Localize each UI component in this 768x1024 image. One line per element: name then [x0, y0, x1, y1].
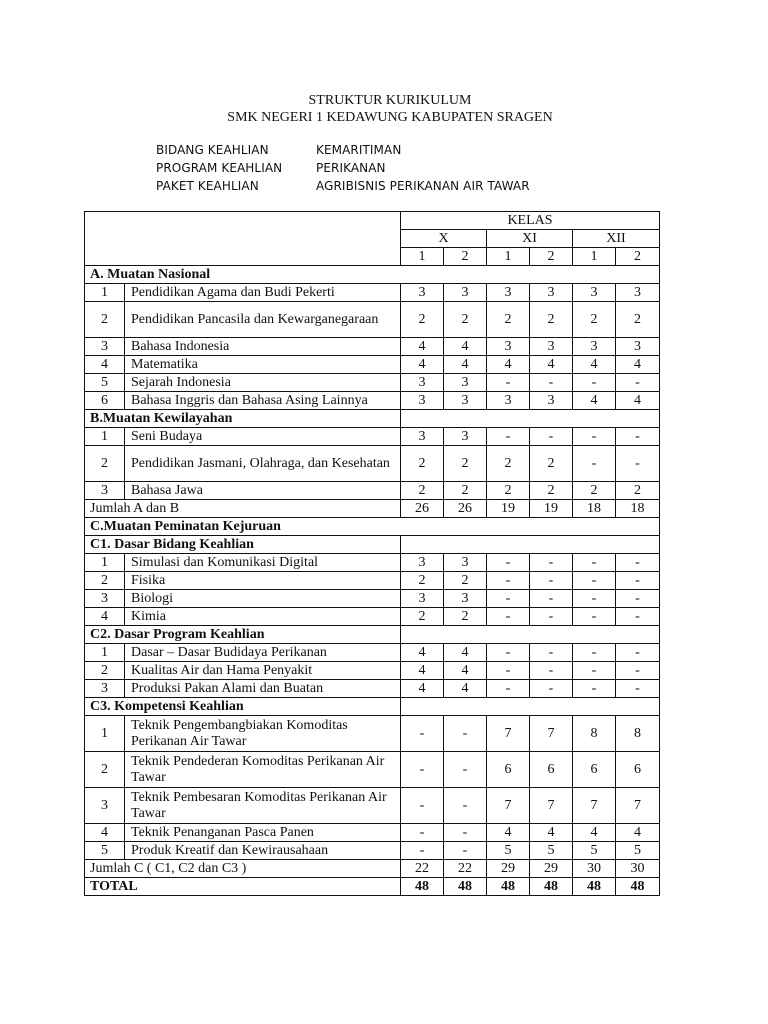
row-number: 2	[85, 752, 125, 788]
hours-cell: 30	[573, 860, 616, 878]
header-blank-cell	[85, 212, 401, 266]
subject-name: Pendidikan Agama dan Budi Pekerti	[125, 284, 401, 302]
hours-cell: 2	[444, 482, 487, 500]
hours-cell: -	[573, 590, 616, 608]
section-heading: C2. Dasar Program Keahlian	[85, 626, 401, 644]
hours-cell: -	[573, 644, 616, 662]
subject-name: Teknik Pembesaran Komoditas Perikanan Air Tawar	[125, 788, 401, 824]
hours-cell: 2	[573, 482, 616, 500]
hours-cell: -	[616, 590, 660, 608]
subject-name: Kualitas Air dan Hama Penyakit	[125, 662, 401, 680]
hours-cell: -	[573, 680, 616, 698]
table-row	[85, 302, 660, 338]
subject-name: Bahasa Inggris dan Bahasa Asing Lainnya	[125, 392, 401, 410]
hours-cell: 2	[444, 608, 487, 626]
hours-cell: -	[487, 680, 530, 698]
hours-cell: 3	[530, 392, 573, 410]
section-heading: A. Muatan Nasional	[85, 266, 660, 284]
subtotal-row	[85, 500, 660, 518]
hours-cell: 5	[530, 842, 573, 860]
hours-cell: 48	[401, 878, 444, 896]
hours-cell: -	[401, 824, 444, 842]
hours-cell: 3	[616, 284, 660, 302]
row-number: 1	[85, 428, 125, 446]
hours-cell: 2	[401, 572, 444, 590]
subtotal-label: Jumlah A dan B	[85, 500, 401, 518]
kelas-header: KELAS	[401, 212, 660, 230]
hours-cell: -	[487, 374, 530, 392]
section-blank-cell	[401, 536, 660, 554]
document-title: STRUKTUR KURIKULUM	[308, 93, 472, 108]
hours-cell: 7	[487, 788, 530, 824]
hours-cell: 4	[444, 644, 487, 662]
hours-cell: 6	[487, 752, 530, 788]
grade-xii-header: XII	[573, 230, 660, 248]
hours-cell: -	[487, 662, 530, 680]
section-row	[85, 518, 660, 536]
hours-cell: 18	[616, 500, 660, 518]
hours-cell: 4	[487, 356, 530, 374]
hours-cell: -	[487, 608, 530, 626]
hours-cell: -	[487, 590, 530, 608]
hours-cell: -	[530, 554, 573, 572]
hours-cell: 19	[487, 500, 530, 518]
semester-header: 1	[401, 248, 444, 266]
subject-name: Seni Budaya	[125, 428, 401, 446]
row-number: 1	[85, 644, 125, 662]
hours-cell: -	[530, 644, 573, 662]
table-row	[85, 338, 660, 356]
hours-cell: 30	[616, 860, 660, 878]
hours-cell: 4	[573, 356, 616, 374]
subject-name: Sejarah Indonesia	[125, 374, 401, 392]
row-number: 5	[85, 842, 125, 860]
hours-cell: 3	[616, 338, 660, 356]
semester-header: 2	[616, 248, 660, 266]
table-row	[85, 644, 660, 662]
hours-cell: 3	[401, 374, 444, 392]
hours-cell: 2	[530, 446, 573, 482]
header-row-kelas	[85, 212, 660, 230]
table-row	[85, 716, 660, 752]
table-row	[85, 752, 660, 788]
hours-cell: 22	[444, 860, 487, 878]
paket-keahlian-value: AGRIBISNIS PERIKANAN AIR TAWAR	[316, 179, 530, 193]
hours-cell: 3	[444, 554, 487, 572]
bidang-keahlian-label: BIDANG KEAHLIAN	[156, 143, 269, 157]
hours-cell: 4	[401, 356, 444, 374]
section-blank-cell	[401, 698, 660, 716]
hours-cell: -	[573, 428, 616, 446]
hours-cell: 29	[530, 860, 573, 878]
hours-cell: 2	[487, 446, 530, 482]
subject-name: Simulasi dan Komunikasi Digital	[125, 554, 401, 572]
hours-cell: 2	[444, 302, 487, 338]
hours-cell: 7	[530, 788, 573, 824]
row-number: 4	[85, 356, 125, 374]
program-keahlian-value: PERIKANAN	[316, 161, 386, 175]
hours-cell: 2	[401, 302, 444, 338]
hours-cell: 4	[616, 824, 660, 842]
table-row	[85, 392, 660, 410]
hours-cell: -	[573, 608, 616, 626]
subject-name: Teknik Penanganan Pasca Panen	[125, 824, 401, 842]
hours-cell: 8	[616, 716, 660, 752]
subject-name: Produk Kreatif dan Kewirausahaan	[125, 842, 401, 860]
table-row	[85, 662, 660, 680]
hours-cell: 3	[401, 590, 444, 608]
table-row	[85, 608, 660, 626]
total-row	[85, 878, 660, 896]
row-number: 1	[85, 716, 125, 752]
hours-cell: -	[530, 428, 573, 446]
hours-cell: 3	[444, 590, 487, 608]
subject-name: Teknik Pendederan Komoditas Perikanan Air Tawar	[125, 752, 401, 788]
hours-cell: 3	[487, 338, 530, 356]
hours-cell: 4	[444, 356, 487, 374]
row-number: 2	[85, 572, 125, 590]
hours-cell: -	[401, 842, 444, 860]
hours-cell: 4	[401, 644, 444, 662]
subject-name: Bahasa Indonesia	[125, 338, 401, 356]
subject-name: Dasar – Dasar Budidaya Perikanan	[125, 644, 401, 662]
hours-cell: 2	[401, 608, 444, 626]
hours-cell: 48	[487, 878, 530, 896]
hours-cell: 18	[573, 500, 616, 518]
table-row	[85, 824, 660, 842]
row-number: 4	[85, 824, 125, 842]
hours-cell: 4	[401, 338, 444, 356]
hours-cell: 3	[530, 338, 573, 356]
hours-cell: -	[616, 608, 660, 626]
semester-header: 2	[444, 248, 487, 266]
hours-cell: 4	[616, 392, 660, 410]
hours-cell: 2	[530, 482, 573, 500]
subject-name: Matematika	[125, 356, 401, 374]
hours-cell: 2	[530, 302, 573, 338]
hours-cell: 48	[444, 878, 487, 896]
hours-cell: 3	[573, 338, 616, 356]
table-body	[85, 212, 660, 896]
hours-cell: -	[530, 680, 573, 698]
hours-cell: 3	[444, 428, 487, 446]
hours-cell: 2	[487, 482, 530, 500]
hours-cell: -	[487, 572, 530, 590]
hours-cell: 4	[444, 680, 487, 698]
section-row	[85, 698, 660, 716]
hours-cell: 5	[487, 842, 530, 860]
row-number: 3	[85, 788, 125, 824]
section-heading: C1. Dasar Bidang Keahlian	[85, 536, 401, 554]
row-number: 2	[85, 662, 125, 680]
hours-cell: 3	[444, 284, 487, 302]
hours-cell: -	[616, 662, 660, 680]
hours-cell: -	[530, 608, 573, 626]
hours-cell: -	[487, 644, 530, 662]
hours-cell: 6	[616, 752, 660, 788]
table-row	[85, 482, 660, 500]
row-number: 3	[85, 680, 125, 698]
hours-cell: -	[530, 572, 573, 590]
hours-cell: 3	[530, 284, 573, 302]
hours-cell: 2	[487, 302, 530, 338]
hours-cell: 3	[487, 392, 530, 410]
subject-name: Biologi	[125, 590, 401, 608]
hours-cell: 3	[401, 554, 444, 572]
hours-cell: 7	[487, 716, 530, 752]
subtotal-row	[85, 860, 660, 878]
grade-x-header: X	[401, 230, 487, 248]
hours-cell: -	[573, 572, 616, 590]
subject-name: Pendidikan Pancasila dan Kewarganegaraan	[125, 302, 401, 338]
row-number: 2	[85, 446, 125, 482]
subject-name: Produksi Pakan Alami dan Buatan	[125, 680, 401, 698]
subject-name: Fisika	[125, 572, 401, 590]
subject-name: Teknik Pengembangbiakan Komoditas Perikanan Air Tawar	[125, 716, 401, 752]
subtotal-label: Jumlah C ( C1, C2 dan C3 )	[85, 860, 401, 878]
row-number: 5	[85, 374, 125, 392]
hours-cell: -	[530, 590, 573, 608]
program-keahlian-label: PROGRAM KEAHLIAN	[156, 161, 283, 175]
hours-cell: 29	[487, 860, 530, 878]
row-number: 2	[85, 302, 125, 338]
hours-cell: -	[616, 374, 660, 392]
hours-cell: -	[401, 752, 444, 788]
hours-cell: 3	[444, 392, 487, 410]
table-row	[85, 554, 660, 572]
hours-cell: 5	[573, 842, 616, 860]
curriculum-table	[84, 211, 660, 896]
hours-cell: 48	[616, 878, 660, 896]
hours-cell: 2	[401, 482, 444, 500]
hours-cell: 5	[616, 842, 660, 860]
table-row	[85, 374, 660, 392]
section-row	[85, 626, 660, 644]
hours-cell: 7	[573, 788, 616, 824]
hours-cell: 3	[573, 284, 616, 302]
table-row	[85, 842, 660, 860]
hours-cell: -	[444, 716, 487, 752]
hours-cell: 26	[444, 500, 487, 518]
semester-header: 1	[573, 248, 616, 266]
subject-name: Bahasa Jawa	[125, 482, 401, 500]
table-row	[85, 572, 660, 590]
hours-cell: 2	[444, 446, 487, 482]
school-name: SMK NEGERI 1 KEDAWUNG KABUPATEN SRAGEN	[227, 110, 553, 125]
hours-cell: 2	[401, 446, 444, 482]
hours-cell: -	[573, 374, 616, 392]
hours-cell: 48	[530, 878, 573, 896]
hours-cell: 4	[530, 356, 573, 374]
hours-cell: 2	[573, 302, 616, 338]
hours-cell: 19	[530, 500, 573, 518]
semester-header: 2	[530, 248, 573, 266]
hours-cell: -	[444, 752, 487, 788]
hours-cell: 4	[401, 662, 444, 680]
row-number: 1	[85, 284, 125, 302]
hours-cell: 8	[573, 716, 616, 752]
subject-name: Pendidikan Jasmani, Olahraga, dan Kesehatan	[125, 446, 401, 482]
table-row	[85, 680, 660, 698]
hours-cell: 2	[444, 572, 487, 590]
section-blank-cell	[401, 410, 660, 428]
section-row	[85, 410, 660, 428]
section-heading: C3. Kompetensi Keahlian	[85, 698, 401, 716]
hours-cell: 4	[530, 824, 573, 842]
hours-cell: 2	[616, 482, 660, 500]
paket-keahlian-label: PAKET KEAHLIAN	[156, 179, 259, 193]
hours-cell: 4	[616, 356, 660, 374]
hours-cell: 4	[573, 392, 616, 410]
section-blank-cell	[401, 626, 660, 644]
hours-cell: 3	[487, 284, 530, 302]
hours-cell: -	[401, 716, 444, 752]
hours-cell: 22	[401, 860, 444, 878]
hours-cell: 48	[573, 878, 616, 896]
hours-cell: 4	[444, 338, 487, 356]
grade-xi-header: XI	[487, 230, 573, 248]
hours-cell: -	[616, 572, 660, 590]
row-number: 3	[85, 338, 125, 356]
hours-cell: -	[444, 842, 487, 860]
hours-cell: 6	[573, 752, 616, 788]
hours-cell: -	[487, 554, 530, 572]
hours-cell: 4	[487, 824, 530, 842]
hours-cell: 7	[530, 716, 573, 752]
table-row	[85, 590, 660, 608]
table-row	[85, 356, 660, 374]
row-number: 1	[85, 554, 125, 572]
semester-header: 1	[487, 248, 530, 266]
table-row	[85, 428, 660, 446]
section-heading: C.Muatan Peminatan Kejuruan	[85, 518, 660, 536]
total-label: TOTAL	[85, 878, 401, 896]
hours-cell: -	[573, 446, 616, 482]
hours-cell: -	[573, 662, 616, 680]
bidang-keahlian-value: KEMARITIMAN	[316, 143, 402, 157]
table-row	[85, 788, 660, 824]
hours-cell: 3	[401, 284, 444, 302]
hours-cell: -	[444, 824, 487, 842]
hours-cell: 3	[401, 428, 444, 446]
hours-cell: 2	[616, 302, 660, 338]
hours-cell: -	[487, 428, 530, 446]
hours-cell: -	[616, 644, 660, 662]
table-row	[85, 284, 660, 302]
hours-cell: -	[616, 428, 660, 446]
subject-name: Kimia	[125, 608, 401, 626]
hours-cell: 4	[444, 662, 487, 680]
hours-cell: -	[616, 680, 660, 698]
row-number: 3	[85, 590, 125, 608]
hours-cell: -	[530, 374, 573, 392]
row-number: 4	[85, 608, 125, 626]
hours-cell: -	[573, 554, 616, 572]
section-row	[85, 536, 660, 554]
hours-cell: 3	[444, 374, 487, 392]
hours-cell: -	[530, 662, 573, 680]
hours-cell: 4	[573, 824, 616, 842]
table-row	[85, 446, 660, 482]
hours-cell: 7	[616, 788, 660, 824]
row-number: 3	[85, 482, 125, 500]
hours-cell: 26	[401, 500, 444, 518]
row-number: 6	[85, 392, 125, 410]
hours-cell: 3	[401, 392, 444, 410]
section-heading: B.Muatan Kewilayahan	[85, 410, 401, 428]
hours-cell: -	[401, 788, 444, 824]
hours-cell: -	[444, 788, 487, 824]
hours-cell: -	[616, 446, 660, 482]
hours-cell: 6	[530, 752, 573, 788]
section-row	[85, 266, 660, 284]
hours-cell: 4	[401, 680, 444, 698]
hours-cell: -	[616, 554, 660, 572]
